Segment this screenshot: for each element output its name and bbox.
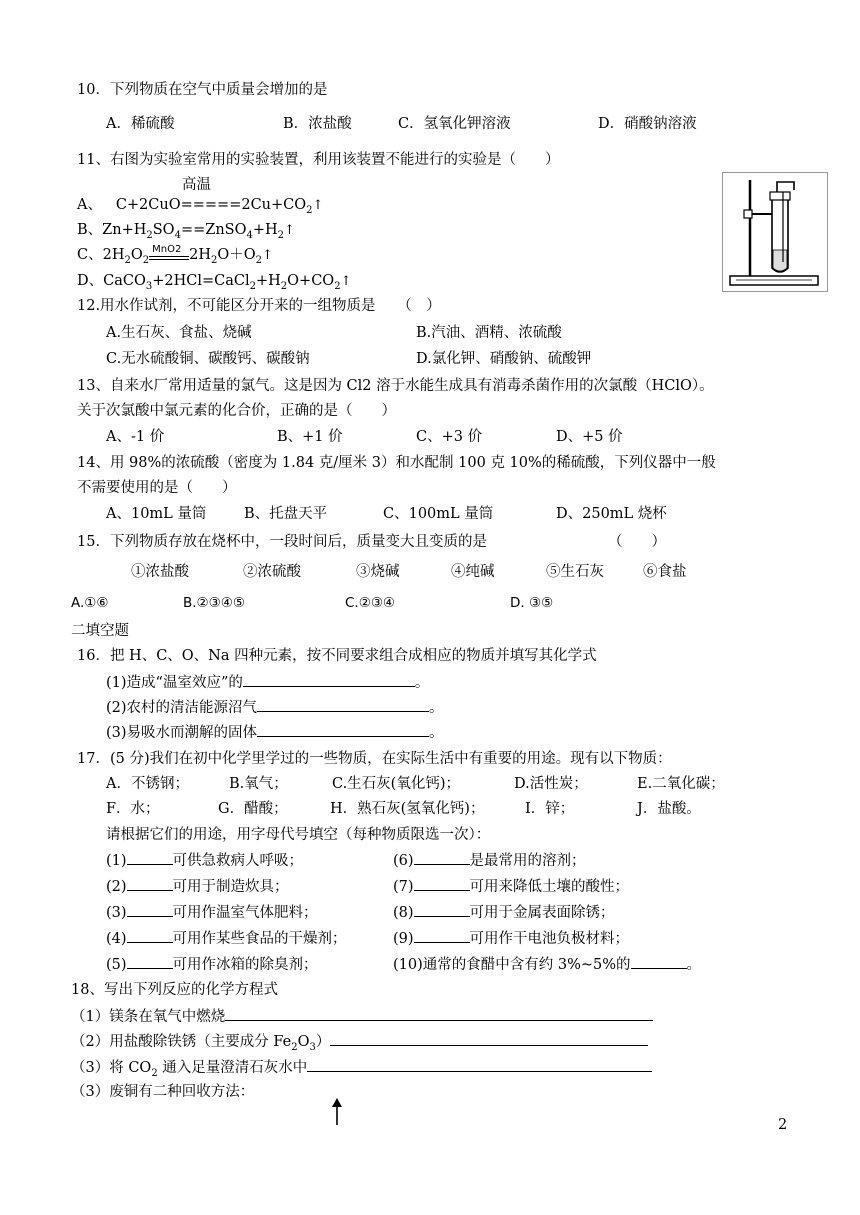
page-number: 2 — [778, 1117, 788, 1133]
q14-option-b: B、托盘天平 — [244, 506, 328, 522]
q16-stem: 16．把 H、C、O、Na 四种元素，按不同要求组合成相应的物质并填写其化学式 — [77, 648, 597, 664]
q17-substance-c: C.生石灰(氧化钙)； — [332, 776, 461, 792]
answer-blank[interactable] — [127, 928, 173, 943]
q10-option-c: C．氢氧化钾溶液 — [398, 116, 511, 132]
q15-option-d: D. ③⑤ — [510, 595, 554, 611]
q17-stem: 17．(5 分)我们在初中化学里学过的一些物质，在实际生活中有重要的用途。现有以下物质： — [77, 751, 672, 767]
answer-blank[interactable] — [414, 902, 470, 917]
answer-blank[interactable] — [631, 954, 687, 969]
q16-sub-3: (3)易吸水而潮解的固体 。 — [106, 722, 444, 743]
q10-option-b: B．浓盐酸 — [283, 116, 352, 132]
q15-item-2: ②浓硫酸 — [243, 564, 301, 580]
answer-blank[interactable] — [127, 902, 173, 917]
q17-substance-f: F．水； — [106, 801, 160, 817]
q17-blank-9: (9) 可用作干电池负极材料； — [393, 928, 629, 949]
answer-blank[interactable] — [127, 954, 173, 969]
q12-option-b: B.汽油、酒精、浓硫酸 — [416, 325, 562, 341]
q18-sub-4: （3）废铜有二种回收方法： — [71, 1084, 255, 1100]
q16-sub-1: (1)造成“温室效应”的 。 — [106, 672, 429, 693]
q15-item-3: ③烧碱 — [356, 564, 400, 580]
q17-blank-4: (4) 可用作某些食品的干燥剂； — [106, 928, 347, 949]
q11-option-a: A、 $C+2CuO=====2Cu+CO_2↑$ — [77, 197, 324, 216]
q17-substance-e: E.二氧化碳； — [637, 776, 725, 792]
q15-answer-paren: （ ） — [608, 534, 666, 550]
q17-blank-7: (7) 可用来降低土壤的酸性； — [393, 876, 629, 897]
q18-sub-3: （3）将 $CO_2$ 通入足量澄清石灰水中 — [71, 1057, 652, 1078]
q17-blank-10: (10)通常的食醋中含有约 3%~5%的 。 — [393, 954, 701, 975]
q15-item-1: ①浓盐酸 — [131, 564, 189, 580]
q17-blank-1: (1) 可供急救病人呼吸； — [106, 850, 303, 871]
q10-option-a: A．稀硫酸 — [106, 116, 175, 132]
q13-option-b: B、+1 价 — [277, 429, 343, 445]
q18-stem: 18、写出下列反应的化学方程式 — [71, 982, 278, 998]
q17-substance-i: I．锌； — [525, 801, 575, 817]
q17-blank-2: (2) 可用于制造炊具； — [106, 876, 289, 897]
q13-option-a: A、-1 价 — [106, 429, 165, 445]
section-heading-fill-blank: 二填空题 — [71, 623, 129, 639]
q12-option-d: D.氯化钾、硝酸钠、硫酸钾 — [416, 351, 592, 367]
q15-item-6: ⑥食盐 — [643, 564, 687, 580]
up-arrow-icon — [330, 1097, 344, 1127]
q10-option-d: D．硝酸钠溶液 — [598, 116, 697, 132]
mno2-catalyst-label: MnO2 — [149, 248, 189, 262]
answer-blank[interactable] — [127, 850, 173, 865]
q18-sub-2: （2）用盐酸除铁锈（主要成分 $Fe_2O_3$） — [71, 1031, 648, 1052]
q14-option-d: D、250mL 烧杯 — [556, 506, 667, 522]
q12-option-a: A.生石灰、食盐、烧碱 — [106, 325, 252, 341]
q17-substance-d: D.活性炭； — [514, 776, 588, 792]
q15-stem: 15．下列物质存放在烧杯中，一段时间后，质量变大且变质的是 — [77, 534, 487, 550]
q14-stem-line1: 14、用 98%的浓硫酸（密度为 1.84 克/厘米 3）和水配制 100 克 10%的稀硫酸，下列仪器中一般 — [77, 455, 716, 471]
q14-stem-line2: 不需要使用的是（ ） — [77, 480, 237, 496]
q13-option-c: C、+3 价 — [416, 429, 483, 445]
q17-substance-g: G．醋酸； — [218, 801, 288, 817]
answer-blank[interactable] — [330, 1031, 648, 1046]
q15-option-c: C.②③④ — [345, 595, 396, 611]
q14-option-c: C、100mL 量筒 — [383, 506, 494, 522]
q13-stem-line1: 13、自来水厂常用适量的氯气。这是因为 Cl2 溶于水能生成具有消毒杀菌作用的次氯酸（HClO）。 — [77, 378, 714, 394]
q11-stem: 11、右图为实验室常用的实验装置，利用该装置不能进行的实验是（ ） — [77, 152, 560, 168]
answer-blank[interactable] — [307, 1057, 652, 1072]
q17-blank-5: (5) 可用作冰箱的除臭剂； — [106, 954, 318, 975]
q15-option-a: A.①⑥ — [71, 595, 109, 611]
q11-option-d: D、$CaCO_3+2HCl=CaCl_2+H_2O+CO_2↑$ — [77, 273, 352, 292]
answer-blank[interactable] — [414, 876, 470, 891]
q18-sub-1: （1）镁条在氧气中燃烧 — [71, 1006, 653, 1027]
q11-option-b: B、$Zn+H_2SO_4==ZnSO_4+H_2↑$ — [77, 222, 295, 241]
q12-stem: 12.用水作试剂，不可能区分开来的一组物质是 （ ） — [77, 298, 441, 314]
q17-substance-h: H．熟石灰(氢氧化钙)； — [330, 801, 485, 817]
answer-blank[interactable] — [225, 1006, 653, 1021]
q13-stem-line2: 关于次氯酸中氯元素的化合价，正确的是（ ） — [77, 403, 396, 419]
q14-option-a: A、10mL 量筒 — [106, 506, 207, 522]
q15-item-5: ⑤生石灰 — [546, 564, 604, 580]
lab-apparatus-illustration — [722, 172, 828, 292]
answer-blank[interactable] — [127, 876, 173, 891]
answer-blank[interactable] — [257, 697, 429, 712]
q15-option-b: B.②③④⑤ — [183, 595, 245, 611]
answer-blank[interactable] — [257, 722, 429, 737]
q15-item-4: ④纯碱 — [451, 564, 495, 580]
q17-blank-8: (8) 可用于金属表面除锈； — [393, 902, 615, 923]
q11-condition-high-temp: 高温 — [182, 177, 211, 193]
q17-blank-6: (6) 是最常用的溶剂； — [393, 850, 586, 871]
answer-blank[interactable] — [243, 672, 415, 687]
answer-blank[interactable] — [414, 850, 470, 865]
q17-instruction: 请根据它们的用途，用字母代号填空（每种物质限选一次）： — [106, 827, 491, 843]
q10-stem: 10．下列物质在空气中质量会增加的是 — [77, 82, 328, 98]
q13-option-d: D、+5 价 — [556, 429, 623, 445]
q17-substance-a: A．不锈钢； — [106, 776, 189, 792]
q17-substance-b: B.氧气； — [229, 776, 288, 792]
q17-blank-3: (3) 可用作温室气体肥料； — [106, 902, 318, 923]
q17-substance-j: J．盐酸。 — [637, 801, 701, 817]
q11-option-c: C、$2H_2O_2$ MnO2 $2H_2O+O_2↑$ — [77, 244, 273, 266]
q12-option-c: C.无水硫酸铜、碳酸钙、碳酸钠 — [106, 351, 310, 367]
q16-sub-2: (2)农村的清洁能源沼气 。 — [106, 697, 444, 718]
answer-blank[interactable] — [414, 928, 470, 943]
